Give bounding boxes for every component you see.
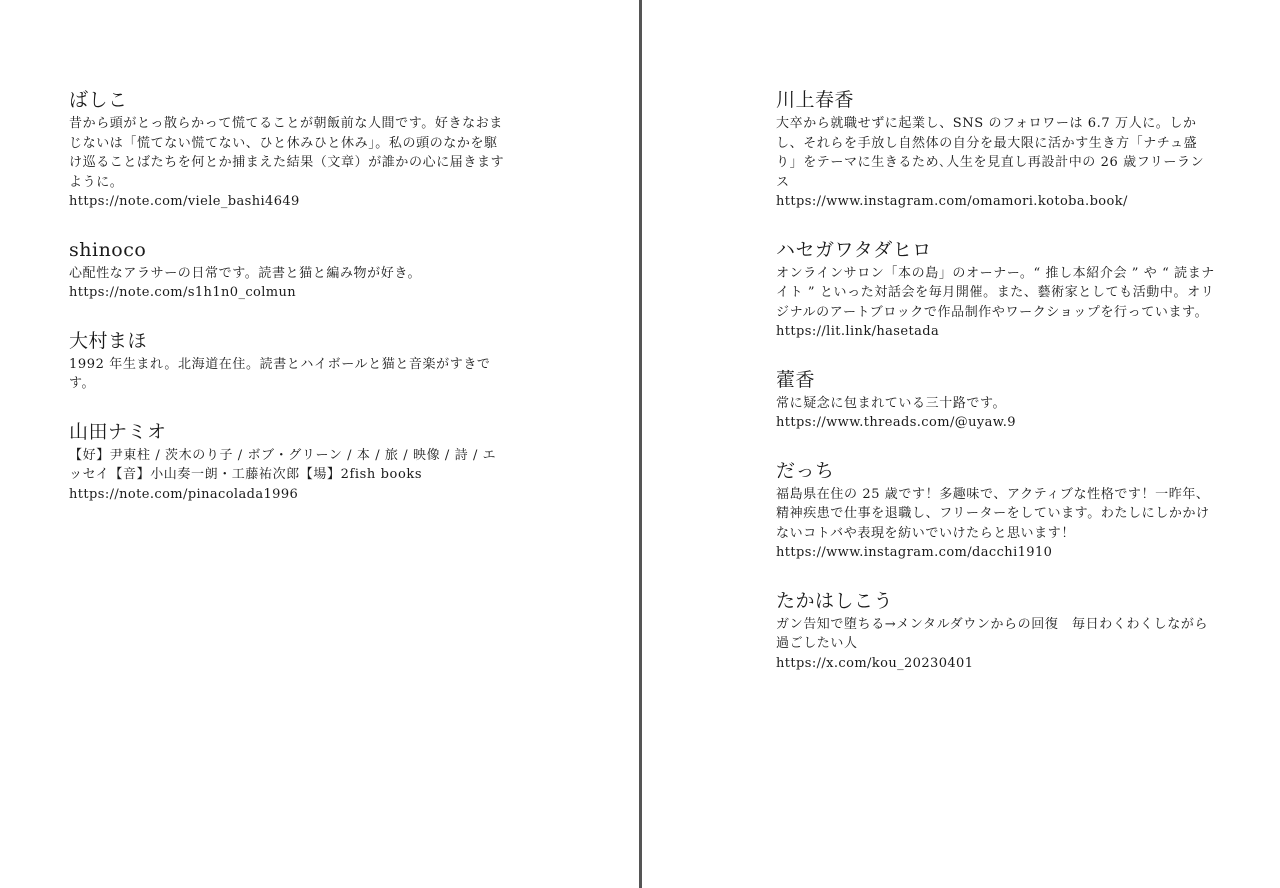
- author-name: 山田ナミオ: [69, 420, 167, 443]
- author-entry-hasegawa-tadahiro: [776, 236, 1280, 342]
- author-entry-shinoco: [69, 236, 640, 303]
- author-name: ハセガワタダヒロ: [776, 238, 932, 261]
- author-entry-kakko: [776, 366, 1280, 433]
- author-name: 川上春香: [776, 89, 855, 111]
- author-entry-yamada-namio: [69, 418, 640, 505]
- author-url[interactable]: https://note.com/pinacolada1996: [69, 486, 299, 502]
- author-name: ばしこ: [69, 89, 128, 111]
- author-bio: 心配性なアラサーの日常です。読書と猫と編み物が好き。: [69, 265, 422, 281]
- author-bio: 福島県在住の 25 歳です！多趣味で、アクティブな性格です！一昨年、精神疾患で仕事を退職し、フリーターをしています。わたしにしかかけないコトバや表現を紡いでいけたらと思います！: [776, 486, 1210, 541]
- author-entry-bashiko: [69, 86, 640, 212]
- author-name: 藿香: [776, 368, 816, 391]
- author-url[interactable]: https://x.com/kou_20230401: [776, 655, 974, 671]
- author-bio: ガン告知で堕ちる→メンタルダウンからの回復 毎日わくわくしながら過ごしたい人: [776, 616, 1209, 651]
- author-entry-dacchi: [776, 457, 1280, 563]
- author-entry-omura-maho: [69, 327, 640, 394]
- author-bio: 常に疑念に包まれている三十路です。: [776, 395, 1007, 411]
- author-url[interactable]: https://note.com/s1h1n0_colmun: [69, 285, 297, 300]
- author-bio: 大卒から就職せずに起業し、SNS のフォロワーは 6.7 万人に。しかし、それらを手放し自然体の自分を最大限に活かす生き方「ナチュ盛り」をテーマに生きるため､人生を見直し再設計中の 26 歳フリーランス: [776, 116, 1205, 190]
- author-url[interactable]: https://www.instagram.com/omamori.kotoba.book/: [776, 194, 1128, 209]
- author-url[interactable]: https://note.com/viele_bashi4649: [69, 194, 300, 209]
- right-page: [642, 0, 1280, 888]
- author-entry-takahashi-kou: [776, 587, 1280, 674]
- author-bio: 1992 年生まれ。北海道在住。読書とハイボールと猫と音楽がすきです。: [69, 356, 491, 391]
- author-url[interactable]: https://www.threads.com/@uyaw.9: [776, 415, 1016, 430]
- author-bio: 【好】尹東柱 / 茨木のり子 / ボブ・グリーン / 本 / 旅 / 映像 / 詩 / エッセイ【音】小山奏一朗・工藤祐次郎【場】2fish books: [69, 447, 497, 482]
- author-name: たかはしこう: [776, 589, 894, 612]
- author-name: shinoco: [69, 238, 147, 261]
- author-name: 大村まほ: [69, 329, 148, 352]
- author-url[interactable]: https://lit.link/hasetada: [776, 324, 940, 339]
- author-bio: 昔から頭がとっ散らかって慌てることが朝飯前な人間です。好きなおまじないは「慌てない慌てない、ひと休みひと休み」。私の頭のなかを駆け巡ることばたちを何とか捕まえた結果（文章）が誰かの心に届きますように。: [69, 116, 505, 190]
- author-url[interactable]: https://www.instagram.com/dacchi1910: [776, 545, 1053, 560]
- author-entry-kawakami-haruka: [776, 86, 1280, 212]
- author-name: だっち: [776, 459, 835, 482]
- author-bio: オンラインサロン「本の島」のオーナー。“ 推し本紹介会 ” や “ 読まナイト ” といった対話会を毎月開催。また、藝術家としても活動中。オリジナルのアートブロックで作品制作やワークショップを行っています。: [776, 265, 1215, 320]
